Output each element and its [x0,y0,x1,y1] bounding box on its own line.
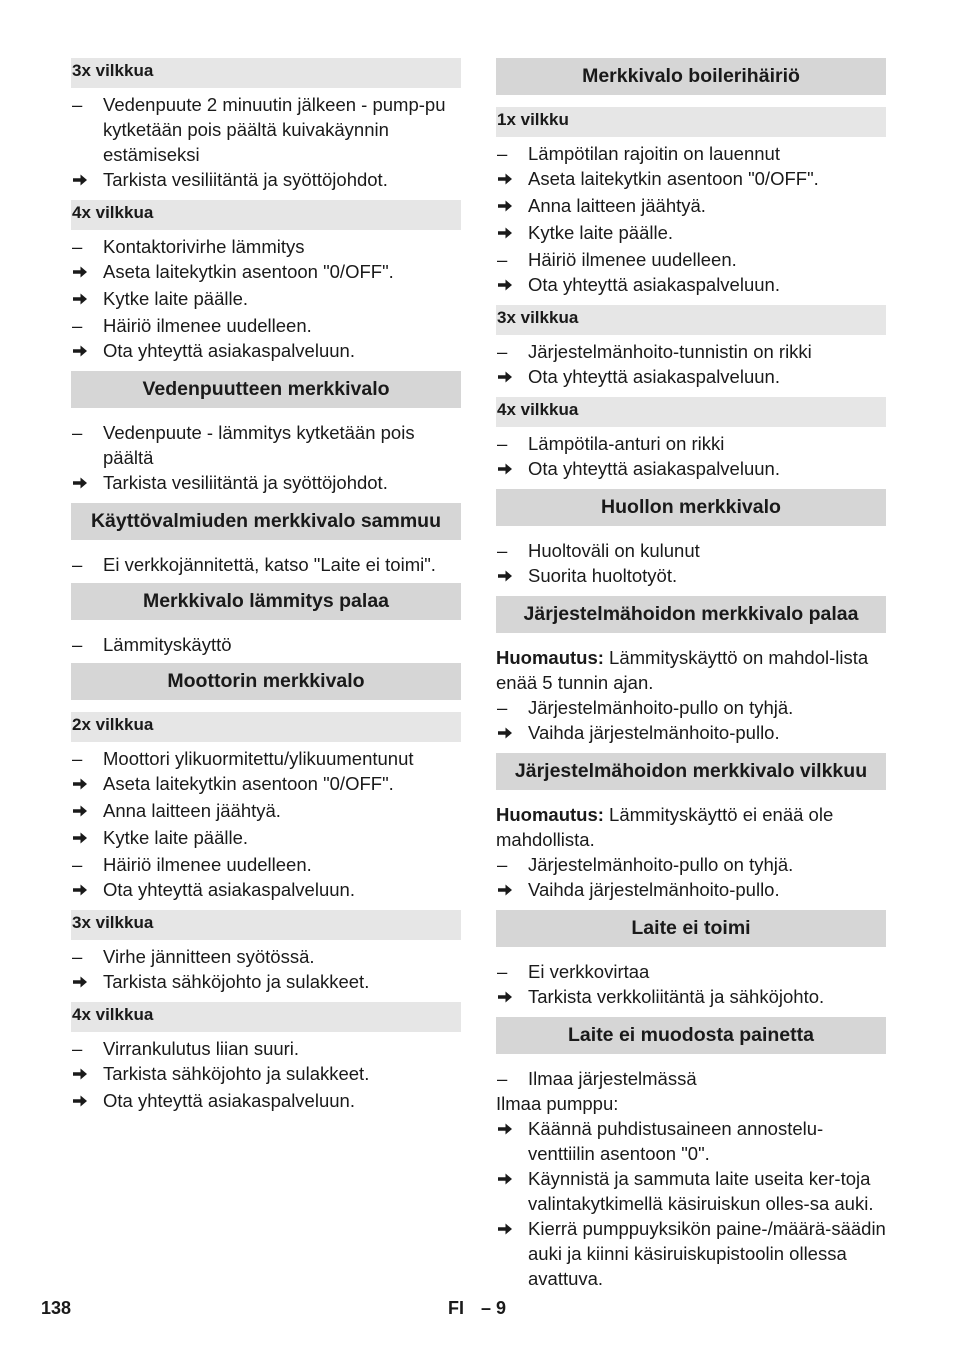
right-arrow-icon [496,1216,528,1291]
dash-bullet: – [72,422,83,443]
right-column [496,58,886,1291]
list-item-text: Käynnistä ja sammuta laite useita ker-toja valintakytkimellä käsiruiskun olles-sa auki. [528,1168,874,1214]
list-item [496,166,886,193]
list-item-text: Vaihda järjestelmänhoito-pullo. [528,722,780,743]
dash-bullet: – [72,946,83,967]
list-item [496,877,886,904]
list-item-text: Huoltoväli on kulunut [528,540,700,561]
right-arrow-icon [71,1088,103,1115]
list-item [496,563,886,590]
list-item [496,364,886,391]
section-heading: Huollon merkkivalo [496,489,886,526]
list-item-text: Järjestelmänhoito-tunnistin on rikki [528,341,812,362]
list-item [496,959,886,984]
list-item [71,771,461,798]
section-heading: Merkkivalo boilerihäiriö [496,58,886,95]
dash-bullet: – [497,1068,508,1089]
list-item-text: Ota yhteyttä asiakaspalveluun. [103,340,355,361]
language-code: FI [448,1298,464,1318]
list-item [71,1061,461,1088]
list-item [496,339,886,364]
list-item-text: Lämpötilan rajoitin on lauennut [528,143,780,164]
sub-heading: 4x vilkkua [71,1002,461,1032]
dash-bullet: – [72,236,83,257]
list-item [71,798,461,825]
list-item [71,259,461,286]
note-text: Lämmityskäyttö ei enää ole mahdollista. [496,804,834,850]
right-arrow-icon [496,720,528,747]
list-item [71,338,461,365]
list-item-text: Virrankulutus liian suuri. [103,1038,300,1059]
list-item [496,431,886,456]
right-arrow-icon [71,259,103,286]
page-number: 138 [41,1298,72,1318]
list-item [496,1066,886,1091]
paragraph: Ilmaa pumppu: [496,1093,619,1114]
list-item [71,746,461,771]
list-item-text: Kytke laite päälle. [103,827,249,848]
list-item-text: Ota yhteyttä asiakaspalveluun. [103,879,355,900]
dash-bullet: – [497,433,508,454]
note-text: Lämmityskäyttö on mahdol-lista enää 5 tunnin ajan. [496,647,869,693]
list-item [496,1166,886,1216]
dash-bullet: – [72,94,83,115]
list-item-text: Lämpötila-anturi on rikki [528,433,725,454]
list-item [71,470,461,497]
note-paragraph [496,802,886,852]
list-item-text: Moottori ylikuormitettu/ylikuumentunut [103,748,414,769]
list-item [71,877,461,904]
dash-bullet: – [72,1038,83,1059]
language-page-number: – 9 [481,1298,507,1318]
section-heading: Laite ei toimi [496,910,886,947]
list-item-text: Aseta laitekytkin asentoon "0/OFF". [528,168,819,189]
list-item-text: Kontaktorivirhe lämmitys [103,236,305,257]
list-item-text: Aseta laitekytkin asentoon "0/OFF". [103,261,394,282]
dash-bullet: – [72,554,83,575]
dash-bullet: – [497,540,508,561]
list-item [496,456,886,483]
list-item [71,852,461,877]
right-arrow-icon [496,456,528,483]
list-item-text: Ota yhteyttä asiakaspalveluun. [528,274,780,295]
right-arrow-icon [496,272,528,299]
sub-heading: 1x vilkku [496,107,886,137]
list-item [496,193,886,220]
right-arrow-icon [496,984,528,1011]
note-paragraph [496,645,886,695]
list-item [496,247,886,272]
sub-heading: 4x vilkkua [71,200,461,230]
section-heading: Vedenpuutteen merkkivalo [71,371,461,408]
dash-bullet: – [497,341,508,362]
section-heading: Moottorin merkkivalo [71,663,461,700]
note-label: Huomautus: [496,804,604,825]
right-arrow-icon [71,798,103,825]
list-item-text: Tarkista sähköjohto ja sulakkeet. [103,971,370,992]
right-arrow-icon [71,167,103,194]
sub-heading: 4x vilkkua [496,397,886,427]
list-item [71,313,461,338]
right-arrow-icon [496,166,528,193]
list-item-text: Anna laitteen jäähtyä. [103,800,281,821]
list-item-text: Kytke laite päälle. [103,288,249,309]
list-item [71,1036,461,1061]
list-item [71,944,461,969]
right-arrow-icon [71,877,103,904]
list-item [496,695,886,720]
section-heading: Järjestelmähoidon merkkivalo palaa [496,596,886,633]
list-item-text: Vedenpuute 2 minuutin jälkeen - pump-pu kytketään pois päältä kuivakäynnin estämiseksi [103,94,446,165]
list-item-text: Vaihda järjestelmänhoito-pullo. [528,879,780,900]
sub-heading: 3x vilkkua [496,305,886,335]
list-item-text: Ilmaa järjestelmässä [528,1068,697,1089]
dash-bullet: – [72,634,83,655]
right-arrow-icon [496,364,528,391]
list-item-text: Ota yhteyttä asiakaspalveluun. [528,458,780,479]
section-heading: Järjestelmähoidon merkkivalo vilkkuu [496,753,886,790]
list-item [71,632,461,657]
dash-bullet: – [497,697,508,718]
list-item-text: Häiriö ilmenee uudelleen. [528,249,737,270]
list-item [71,92,461,167]
list-item [71,234,461,259]
note-label: Huomautus: [496,647,604,668]
section-heading: Käyttövalmiuden merkkivalo sammuu [71,503,461,540]
dash-bullet: – [497,249,508,270]
list-item-text: Tarkista vesiliitäntä ja syöttöjohdot. [103,472,388,493]
list-item-text: Häiriö ilmenee uudelleen. [103,854,312,875]
list-item-text: Virhe jännitteen syötössä. [103,946,315,967]
right-arrow-icon [496,193,528,220]
list-item-text: Ota yhteyttä asiakaspalveluun. [103,1090,355,1111]
list-item [71,1088,461,1115]
dash-bullet: – [72,854,83,875]
list-item [496,272,886,299]
list-item-text: Käännä puhdistusaineen annostelu-venttiilin asentoon "0". [528,1118,824,1164]
left-column [71,58,461,1115]
section-heading: Laite ei muodosta painetta [496,1017,886,1054]
list-item-text: Suorita huoltotyöt. [528,565,678,586]
list-item-text: Lämmityskäyttö [103,634,232,655]
right-arrow-icon [496,220,528,247]
list-item-text: Ota yhteyttä asiakaspalveluun. [528,366,780,387]
list-item [496,984,886,1011]
list-item-text: Ei verkkovirtaa [528,961,650,982]
right-arrow-icon [71,825,103,852]
right-arrow-icon [496,877,528,904]
right-arrow-icon [71,338,103,365]
right-arrow-icon [71,286,103,313]
list-item-text: Ei verkkojännitettä, katso "Laite ei toimi". [103,554,436,575]
list-item-text: Anna laitteen jäähtyä. [528,195,706,216]
list-item [71,286,461,313]
section-heading: Merkkivalo lämmitys palaa [71,583,461,620]
right-arrow-icon [71,470,103,497]
list-item [496,852,886,877]
dash-bullet: – [72,315,83,336]
list-item [71,552,461,577]
list-item-text: Tarkista vesiliitäntä ja syöttöjohdot. [103,169,388,190]
right-arrow-icon [496,1116,528,1166]
list-item [71,969,461,996]
list-item [496,141,886,166]
list-item-text: Tarkista sähköjohto ja sulakkeet. [103,1063,370,1084]
right-arrow-icon [71,771,103,798]
dash-bullet: – [497,961,508,982]
list-item [71,825,461,852]
list-item-text: Kierrä pumppuyksikön paine-/määrä-säädin auki ja kiinni käsiruiskupistoolin ollessa avattuva. [528,1218,886,1289]
dash-bullet: – [497,143,508,164]
list-item-text: Tarkista verkkoliitäntä ja sähköjohto. [528,986,825,1007]
list-item-text: Kytke laite päälle. [528,222,674,243]
right-arrow-icon [71,969,103,996]
list-item [496,220,886,247]
list-item [496,1216,886,1291]
right-arrow-icon [496,1166,528,1216]
list-item-text: Häiriö ilmenee uudelleen. [103,315,312,336]
right-arrow-icon [496,563,528,590]
list-item-text: Aseta laitekytkin asentoon "0/OFF". [103,773,394,794]
list-item-text: Järjestelmänhoito-pullo on tyhjä. [528,854,794,875]
dash-bullet: – [497,854,508,875]
sub-heading: 2x vilkkua [71,712,461,742]
list-item [496,1116,886,1166]
right-arrow-icon [71,1061,103,1088]
list-item-text: Vedenpuute - lämmitys kytketään pois päältä [103,422,415,468]
list-item [71,167,461,194]
list-item [496,720,886,747]
sub-heading: 3x vilkkua [71,910,461,940]
list-item [71,420,461,470]
sub-heading: 3x vilkkua [71,58,461,88]
dash-bullet: – [72,748,83,769]
list-item [496,538,886,563]
list-item-text: Järjestelmänhoito-pullo on tyhjä. [528,697,794,718]
